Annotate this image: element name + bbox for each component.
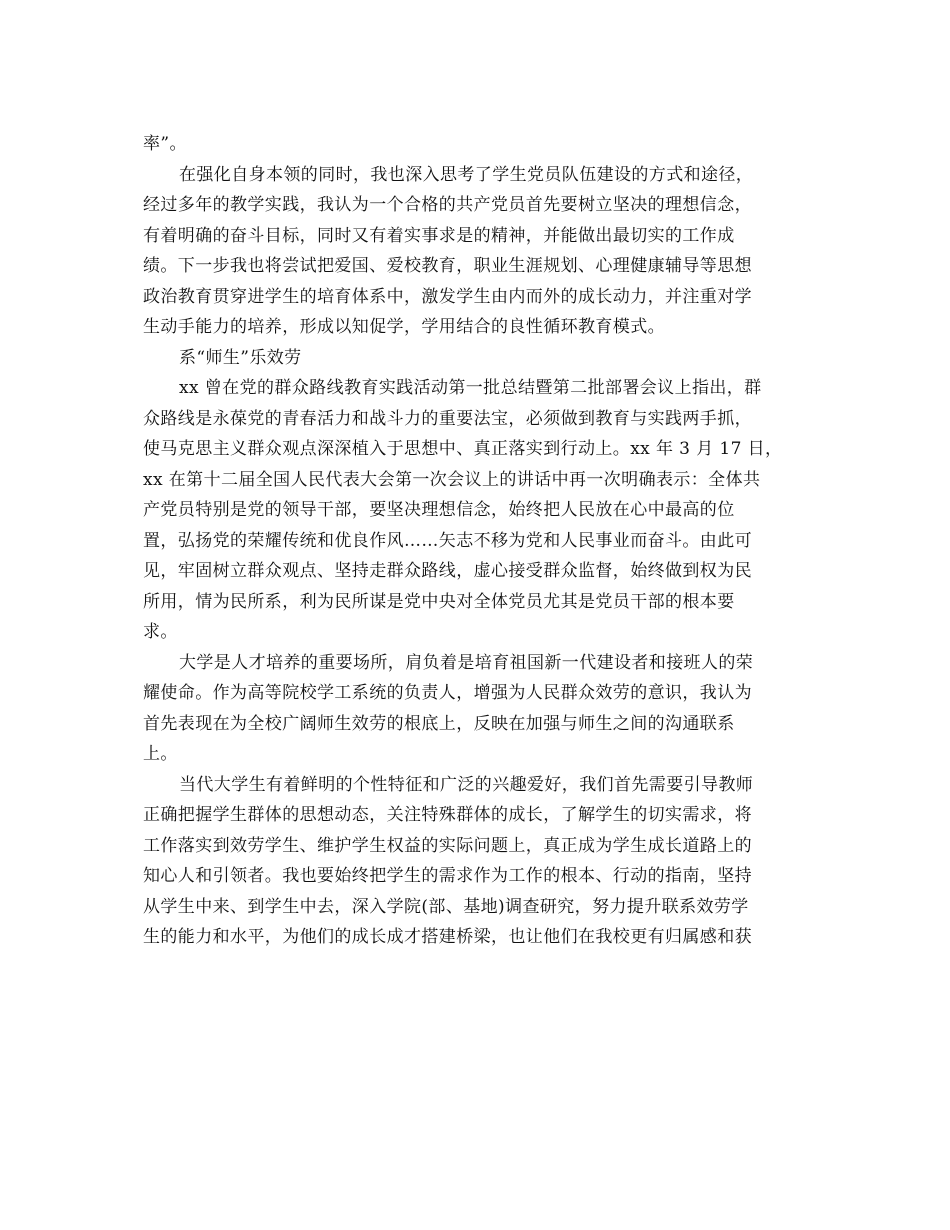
paragraph-line: 所用，情为民所系，利为民所谋是党中央对全体党员尤其是党员干部的根本要 [143,591,735,612]
paragraph-line: 经过多年的教学实践，我认为一个合格的共产党员首先要树立坚决的理想信念， [143,195,752,215]
paragraph-line: xx 在第十二届全国人民代表大会第一次会议上的讲话中再一次明确表示：全体共 [143,469,761,490]
paragraph-line: 产党员特别是党的领导干部，要坚决理想信念，始终把人民放在心中最高的位 [143,500,735,520]
paragraph-line: 生的能力和水平，为他们的成长成才搭建桥梁，也让他们在我校更有归属感和获 [143,927,752,947]
paragraph-line: 上。 [143,744,178,764]
paragraph-line: 从学生中来、到学生中去，深入学院(部、基地)调查研究，努力提升联系效劳学 [143,896,749,917]
paragraph-line: 正确把握学生群体的思想动态，关注特殊群体的成长，了解学生的切实需求，将 [143,805,752,825]
paragraph-line: 有着明确的奋斗目标，同时又有着实事求是的精神，并能做出最切实的工作成 [143,225,735,246]
paragraph-line: 知心人和引领者。我也要始终把学生的需求作为工作的根本、行动的指南，坚持 [143,866,752,886]
paragraph-line: 见，牢固树立群众观点、坚持走群众路线，虚心接受群众监督，始终做到权为民 [143,561,752,581]
paragraph-line: 政治教育贯穿进学生的培育体系中，激发学生由内而外的成长动力，并注重对学 [143,286,752,307]
paragraph-line: 耀使命。作为高等院校学工系统的负责人，增强为人民群众效劳的意识，我认为 [143,683,752,703]
document-page [143,129,803,953]
paragraph-line: 大学是人才培养的重要场所，肩负着是培育祖国新一代建设者和接班人的荣 [179,652,754,673]
paragraph-line: 绩。下一步我也将尝试把爱国、爱校教育，职业生涯规划、心理健康辅导等思想 [143,256,752,276]
paragraph-line: 工作落实到效劳学生、维护学生权益的实际问题上，真正成为学生成长道路上的 [143,835,752,856]
section-subtitle: 系“师生”乐效劳 [179,347,302,368]
paragraph-line: 首先表现在为全校广阔师生效劳的根底上，反映在加强与师生之间的沟通联系 [143,713,735,734]
paragraph-line: 使马克思主义群众观点深深植入于思想中、真正落实到行动上。xx 年 3 月 17 日， [143,439,783,459]
paragraph-line: 众路线是永葆党的青春活力和战斗力的重要法宝，必须做到教育与实践两手抓， [143,408,752,429]
paragraph-line: 率”。 [143,134,187,154]
paragraph-line: 当代大学生有着鲜明的个性特征和广泛的兴趣爱好，我们首先需要引导教师 [179,774,754,795]
paragraph-line: xx 曾在党的群众路线教育实践活动第一批总结暨第二批部署会议上指出，群 [179,378,762,398]
paragraph-line: 在强化自身本领的同时，我也深入思考了学生党员队伍建设的方式和途径， [179,164,754,185]
paragraph-line: 生动手能力的培养，形成以知促学，学用结合的良性循环教育模式。 [143,317,665,337]
paragraph-line: 求。 [143,622,178,642]
paragraph-line: 置，弘扬党的荣耀传统和优良作风……矢志不移为党和人民事业而奋斗。由此可 [143,530,752,551]
